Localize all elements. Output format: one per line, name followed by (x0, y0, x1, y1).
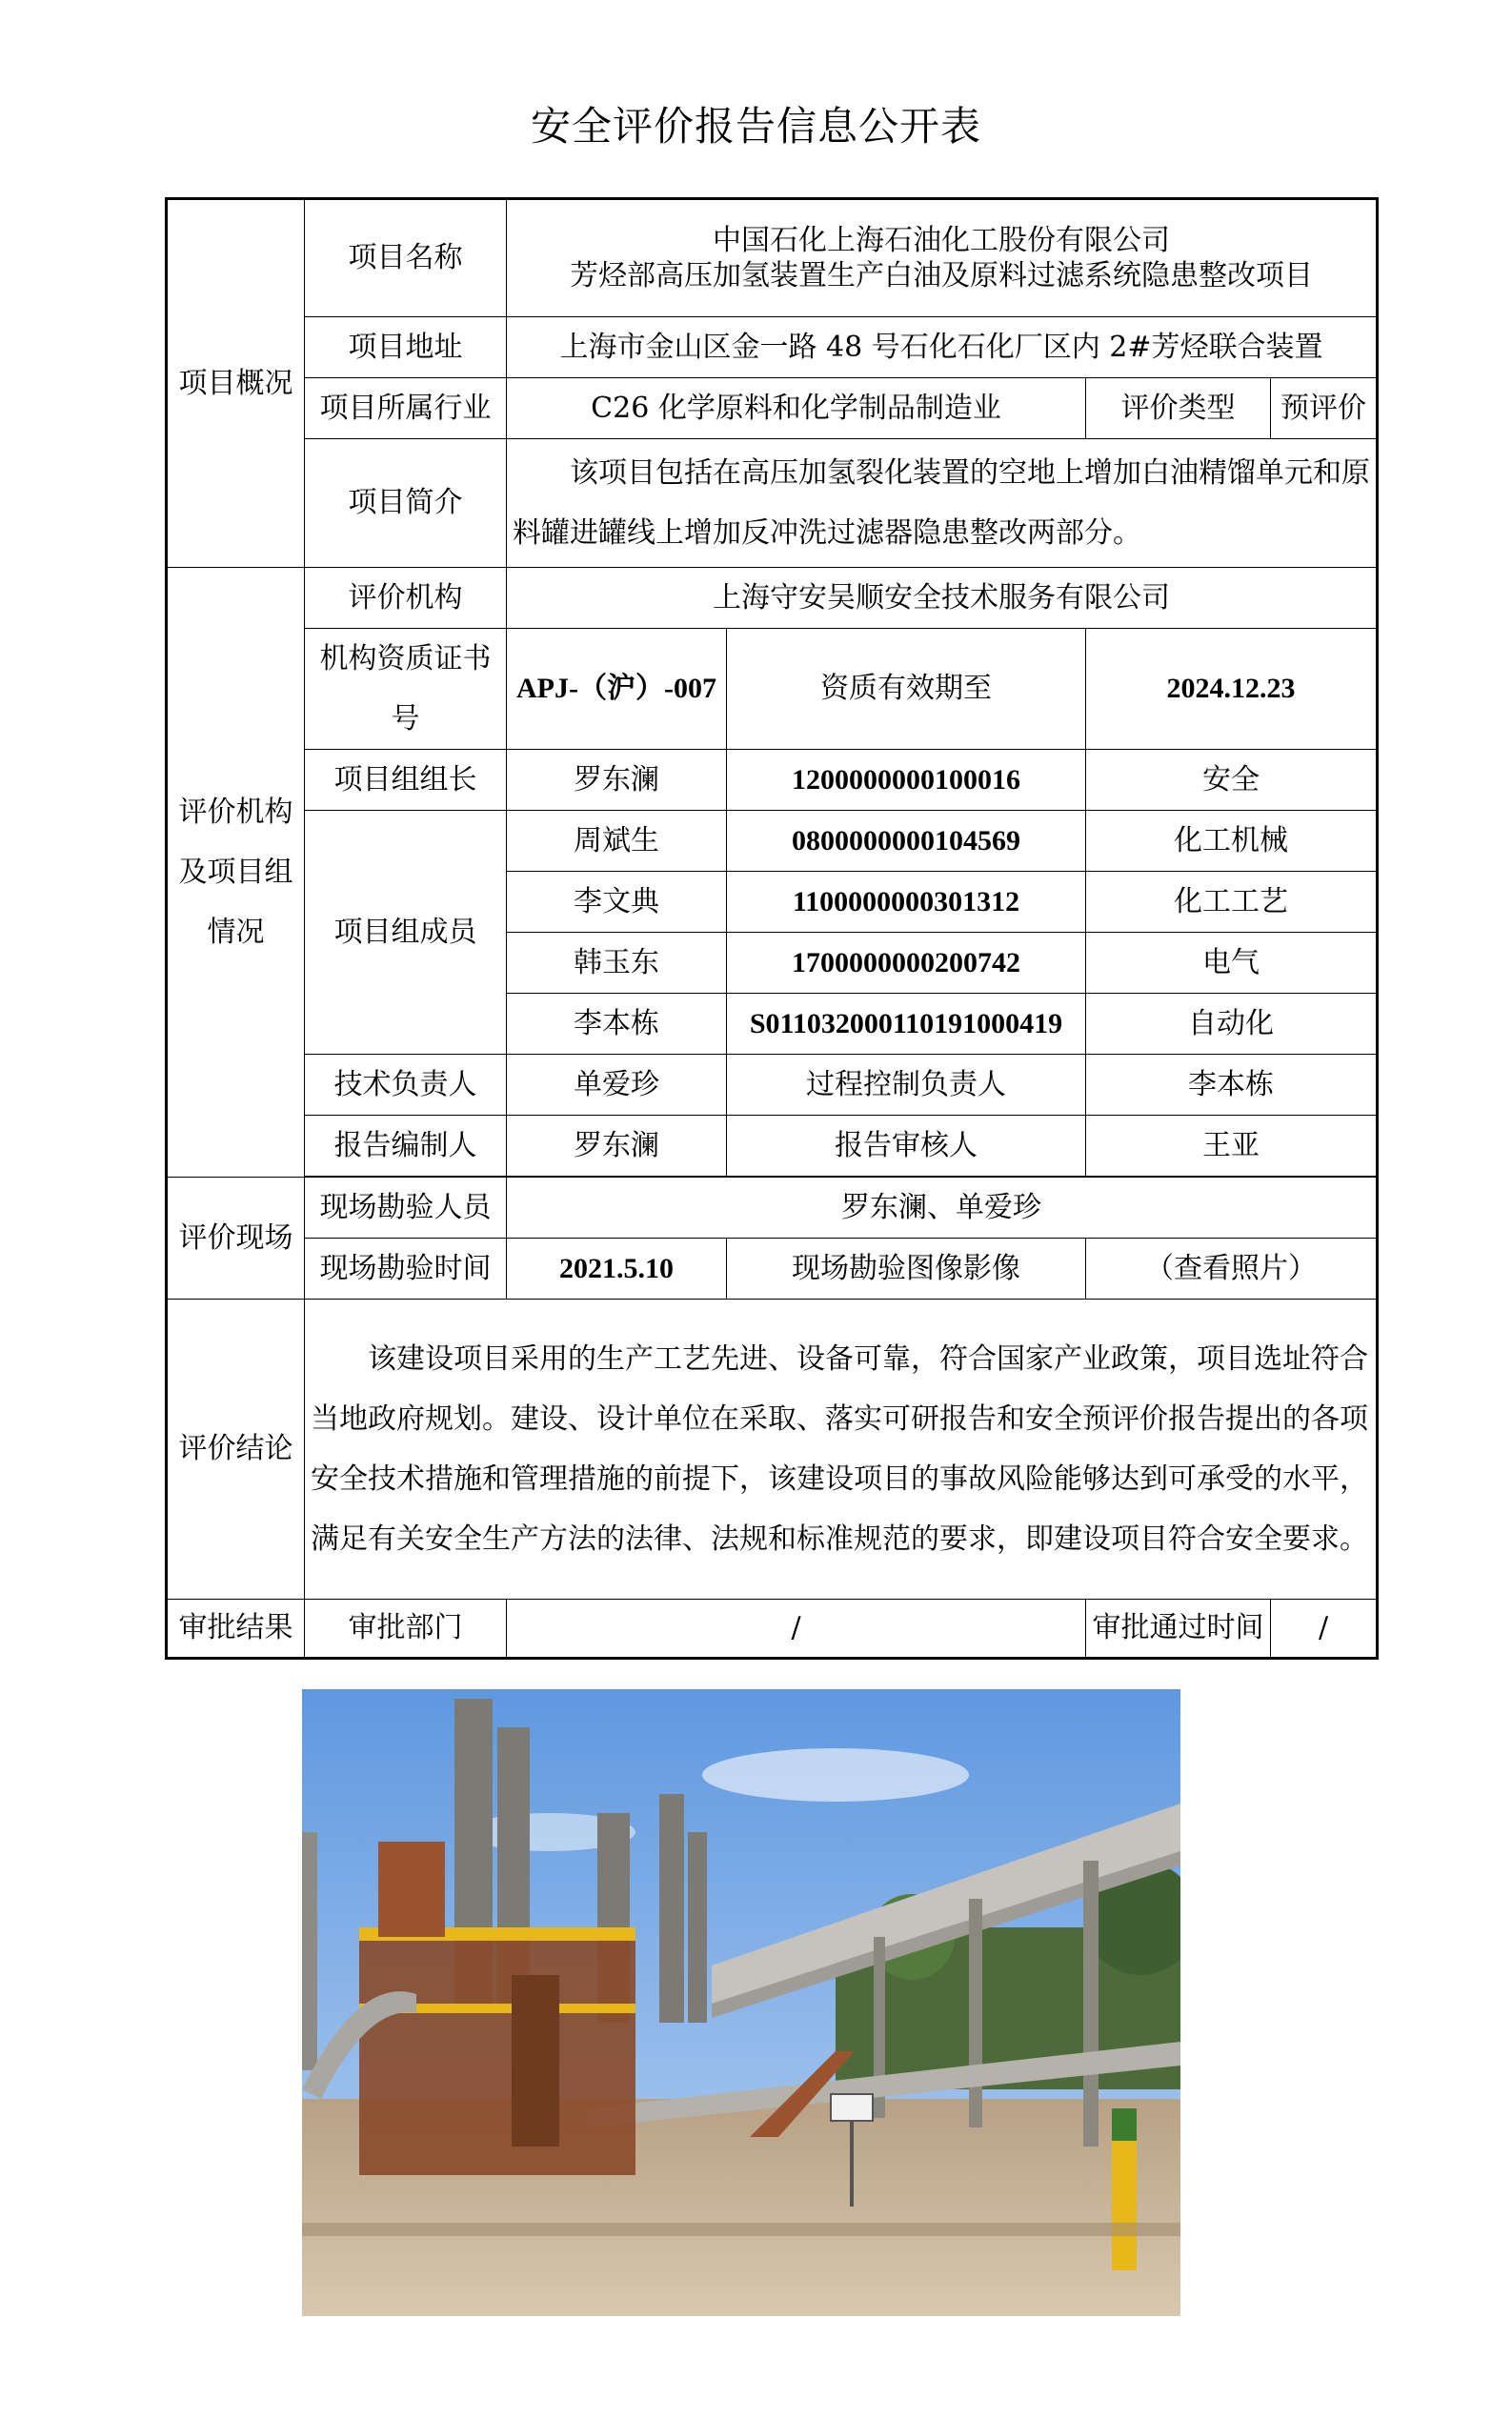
column (688, 1832, 707, 2023)
member-cert: 0800000000104569 (727, 811, 1086, 872)
site-photo (302, 1689, 1180, 2316)
org-value: 上海守安吴顺安全技术服务有限公司 (507, 568, 1378, 629)
member-name: 周斌生 (507, 811, 727, 872)
column (659, 1794, 684, 2023)
industry-label: 项目所属行业 (305, 378, 507, 439)
cert-label: 机构资质证书号 (305, 629, 507, 750)
project-address-value: 上海市金山区金一路 48 号石化石化厂区内 2#芳烃联合装置 (507, 317, 1378, 378)
intro-text: 该项目包括在高压加氢裂化装置的空地上增加白油精馏单元和原料罐进罐线上增加反冲洗过滤器隐患整改两部分。 (507, 439, 1378, 568)
project-name-line2: 芳烃部高压加氢装置生产白油及原料过滤系统隐患整改项目 (570, 259, 1313, 292)
page-title: 安全评价报告信息公开表 (530, 103, 981, 150)
industry-value: C26 化学原料和化学制品制造业 (507, 378, 1086, 439)
process-name: 李本栋 (1086, 1055, 1378, 1116)
cert-no: APJ-（沪）-007 (507, 629, 727, 750)
org-label: 评价机构 (305, 568, 507, 629)
project-address-label: 项目地址 (305, 317, 507, 378)
skid-structure (359, 1927, 635, 2175)
section-conclusion: 评价结论 (167, 1300, 305, 1600)
site-time-label: 现场勘验时间 (305, 1239, 507, 1300)
column (302, 1832, 317, 2070)
project-name-label: 项目名称 (305, 199, 507, 317)
member-name: 李本栋 (507, 994, 727, 1055)
valid-label: 资质有效期至 (727, 629, 1086, 750)
sign-post (850, 2121, 854, 2207)
member-cert: 1100000000301312 (727, 872, 1086, 933)
approval-time-label: 审批通过时间 (1086, 1600, 1271, 1659)
member-major: 自动化 (1086, 994, 1378, 1055)
site-staff: 罗东澜、单爱珍 (507, 1178, 1378, 1239)
approval-dept-label: 审批部门 (305, 1600, 507, 1659)
vessel (512, 1975, 559, 2147)
site-image-label: 现场勘验图像影像 (727, 1239, 1086, 1300)
reviewer-label: 报告审核人 (727, 1116, 1086, 1177)
member-major: 电气 (1086, 933, 1378, 994)
tech-name: 单爱珍 (507, 1055, 727, 1116)
section-site: 评价现场 (167, 1178, 305, 1300)
tech-label: 技术负责人 (305, 1055, 507, 1116)
project-name-value (507, 199, 1378, 317)
author-name: 罗东澜 (507, 1116, 727, 1177)
site-staff-label: 现场勘验人员 (305, 1178, 507, 1239)
member-major: 化工机械 (1086, 811, 1378, 872)
cloud (702, 1748, 969, 1802)
view-photo-link[interactable]: （查看照片） (1086, 1239, 1378, 1300)
rack-post (969, 1899, 982, 2127)
member-major: 化工工艺 (1086, 872, 1378, 933)
sign-board (831, 2094, 873, 2121)
member-cert: S011032000110191000419 (727, 994, 1086, 1055)
eval-type-label: 评价类型 (1086, 378, 1271, 439)
member-name: 李文典 (507, 872, 727, 933)
member-cert: 1700000000200742 (727, 933, 1086, 994)
section-approval: 审批结果 (167, 1600, 305, 1659)
post-cap (1112, 2108, 1137, 2141)
leader-label: 项目组组长 (305, 750, 507, 811)
vessel (378, 1842, 445, 1937)
leader-name: 罗东澜 (507, 750, 727, 811)
intro-label: 项目简介 (305, 439, 507, 568)
author-label: 报告编制人 (305, 1116, 507, 1177)
members-label: 项目组成员 (305, 811, 507, 1055)
member-name: 韩玉东 (507, 933, 727, 994)
leader-major: 安全 (1086, 750, 1378, 811)
approval-time: / (1271, 1600, 1378, 1659)
project-name-line1: 中国石化上海石油化工股份有限公司 (713, 223, 1170, 257)
valid-until: 2024.12.23 (1086, 629, 1378, 750)
section-agency (167, 568, 305, 1178)
site-time: 2021.5.10 (507, 1239, 727, 1300)
leader-cert: 1200000000100016 (727, 750, 1086, 811)
yellow-post (1112, 2137, 1137, 2270)
process-label: 过程控制负责人 (727, 1055, 1086, 1116)
info-table (165, 197, 1379, 1660)
site-photo-illustration (302, 1689, 1180, 2316)
rack-post (1083, 1861, 1099, 2147)
reviewer-name: 王亚 (1086, 1116, 1378, 1177)
eval-type-value-cell: 预评价 (1271, 378, 1378, 439)
curb (302, 2223, 1180, 2236)
conclusion-text: 该建设项目采用的生产工艺先进、设备可靠，符合国家产业政策，项目选址符合当地政府规划。建设、设计单位在采取、落实可研报告和安全预评价报告提出的各项安全技术措施和管理措施的前提下，该建设项目的事故风险能够达到可承受的水平，满足有关安全生产方法的法律、法规和标准规范的要求，即建设项目符合安全要求。 (305, 1300, 1378, 1600)
section-overview: 项目概况 (167, 199, 305, 568)
approval-dept: / (507, 1600, 1086, 1659)
section-agency-text: 评价机构及项目组情况 (178, 796, 293, 949)
